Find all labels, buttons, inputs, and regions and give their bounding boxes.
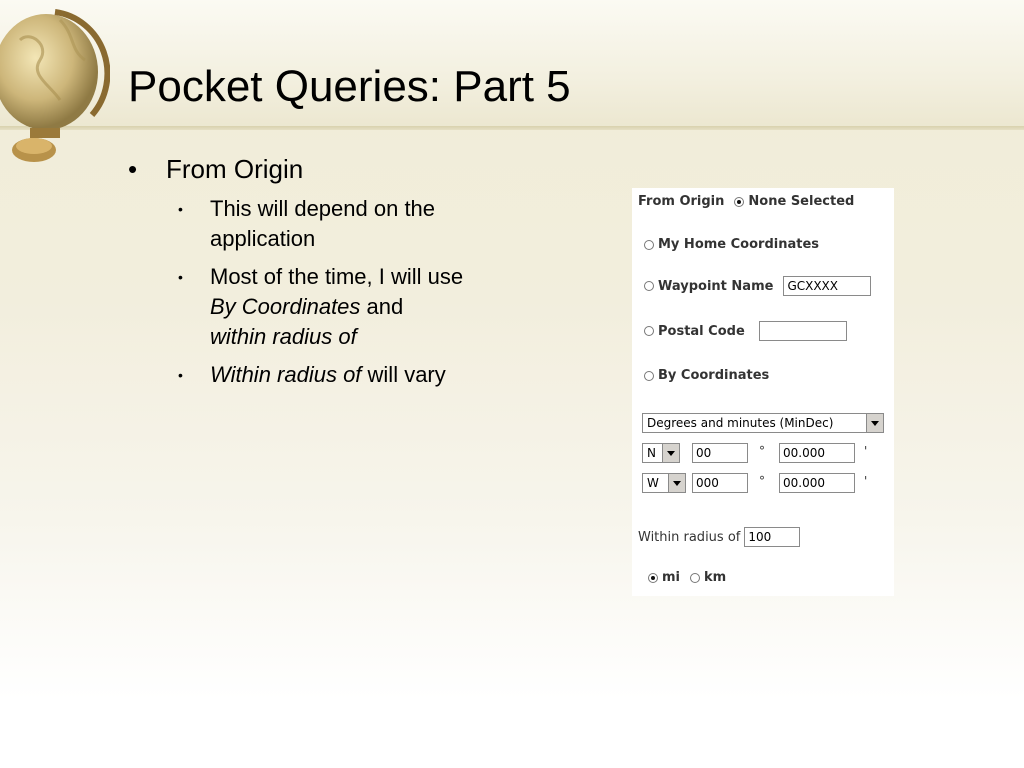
bullet-dot: • <box>128 154 138 184</box>
radius-label: Within radius of <box>638 529 741 545</box>
radio-waypoint-name[interactable] <box>644 281 654 291</box>
bullet-text: Most of the time, I will use <box>210 264 464 289</box>
latitude-row <box>642 443 855 463</box>
longitude-row <box>642 473 855 493</box>
bullet-list <box>128 152 528 390</box>
radio-my-home[interactable] <box>644 240 654 250</box>
lat-minutes-input[interactable]: 00.000 <box>779 443 855 463</box>
coordinate-format-row <box>642 413 884 433</box>
sub-bullet-radius-vary <box>128 360 528 390</box>
bullet-text-line <box>210 360 528 390</box>
waypoint-name-input[interactable]: GCXXXX <box>783 276 871 296</box>
postal-code-row <box>644 321 847 341</box>
lon-degrees-input[interactable]: 000 <box>692 473 748 493</box>
bullet-text: application <box>210 226 316 251</box>
sub-bullet-depends <box>128 194 528 254</box>
postal-code-label: Postal Code <box>658 323 745 339</box>
lat-hemisphere-value: N <box>647 446 656 460</box>
bullet-dot: • <box>178 367 183 383</box>
dropdown-button[interactable] <box>866 414 883 432</box>
degree-symbol: ° <box>759 444 765 458</box>
minute-symbol: ' <box>864 444 868 458</box>
dropdown-button[interactable] <box>668 474 685 492</box>
none-selected-label: None Selected <box>748 194 855 209</box>
radio-postal-code[interactable] <box>644 326 654 336</box>
radius-row <box>638 527 800 547</box>
dropdown-button[interactable] <box>662 444 679 462</box>
bullet-text: will vary <box>361 362 446 387</box>
bullet-text-line <box>210 292 528 322</box>
waypoint-row <box>644 276 871 296</box>
from-origin-row <box>638 194 854 209</box>
emphasis-text: within radius of <box>210 324 357 349</box>
units-row <box>648 570 736 585</box>
lat-hemisphere-select[interactable] <box>642 443 680 463</box>
emphasis-text: Within radius of <box>210 362 362 387</box>
km-label: km <box>704 570 727 585</box>
lon-hemisphere-select[interactable] <box>642 473 686 493</box>
radius-input[interactable]: 100 <box>744 527 800 547</box>
chevron-down-icon <box>871 421 879 426</box>
lat-degrees-input[interactable]: 00 <box>692 443 748 463</box>
lon-minutes-input[interactable]: 00.000 <box>779 473 855 493</box>
header-divider <box>0 126 1024 130</box>
from-origin-form-screenshot <box>632 188 894 596</box>
sub-bullet-most-time <box>128 262 528 352</box>
bullet-dot: • <box>178 201 183 217</box>
radio-km[interactable] <box>690 573 700 583</box>
radio-by-coordinates[interactable] <box>644 371 654 381</box>
by-coordinates-label: By Coordinates <box>658 368 770 383</box>
globe-icon <box>0 0 110 170</box>
chevron-down-icon <box>667 451 675 456</box>
chevron-down-icon <box>673 481 681 486</box>
degree-symbol: ° <box>759 474 765 488</box>
minute-symbol: ' <box>864 474 868 488</box>
bullet-text: This will depend on the <box>210 196 436 221</box>
from-origin-label: From Origin <box>638 194 725 209</box>
radio-none-selected[interactable] <box>734 197 744 207</box>
emphasis-text: By Coordinates <box>210 294 361 319</box>
mi-label: mi <box>662 570 681 585</box>
coordinate-format-select[interactable] <box>642 413 884 433</box>
coordinate-format-value: Degrees and minutes (MinDec) <box>647 416 834 430</box>
radio-mi[interactable] <box>648 573 658 583</box>
waypoint-name-label: Waypoint Name <box>658 278 774 294</box>
lon-hemisphere-value: W <box>647 476 659 490</box>
my-home-row <box>644 237 819 252</box>
slide-title: Pocket Queries: Part 5 <box>128 62 571 111</box>
by-coordinates-row <box>644 368 769 383</box>
postal-code-input[interactable] <box>759 321 847 341</box>
bullet-text: and <box>360 294 404 319</box>
my-home-label: My Home Coordinates <box>658 237 820 252</box>
bullet-from-origin <box>128 152 528 186</box>
bullet-text: From Origin <box>166 154 304 184</box>
bullet-dot: • <box>178 269 183 285</box>
